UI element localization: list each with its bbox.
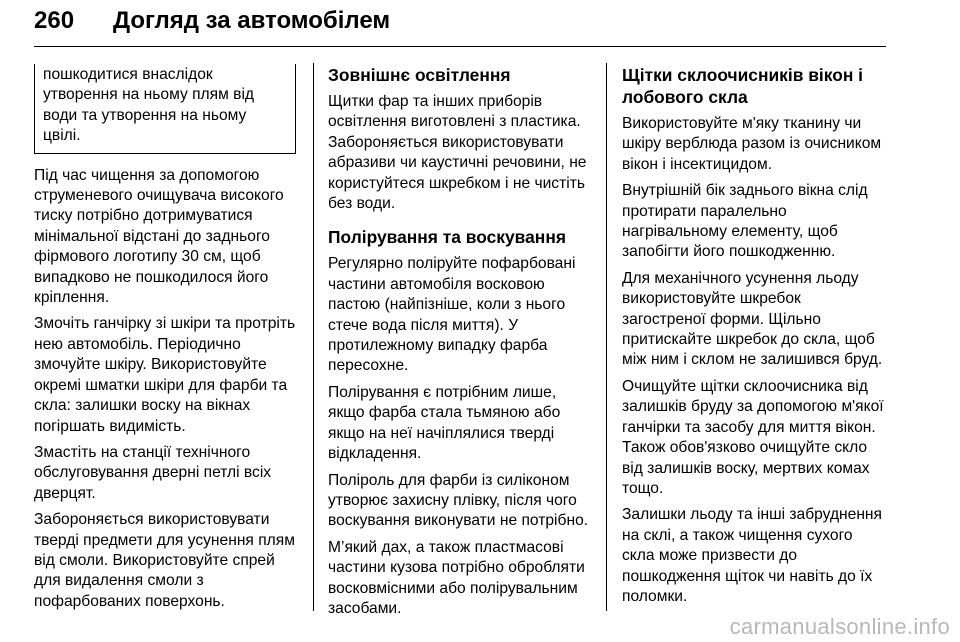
paragraph: Очищуйте щітки склоочисника від залишків бруду за допомогою м'якої ганчірки та засобу для миття вікон. Також обов'язково очищуйте скло від залишків воску, мертвих комах тощо. <box>622 377 884 497</box>
paragraph: Змастіть на станції технічного обслуговування дверні петлі всіх дверцят. <box>34 443 272 502</box>
paragraph: Регулярно поліруйте пофарбовані частини автомобіля восковою пастою (найпізніше, коли з нього стече вода після миття). У протилежному випадку фарба пересохне. <box>328 255 576 375</box>
section-heading-polishing: Полірування та воскування <box>328 227 566 248</box>
section-heading-wipers: Щітки склоочисників вікон і лобового скла <box>622 65 864 107</box>
column-middle <box>328 64 592 625</box>
paragraph: Залишки льоду та інші забруднення на склі, а також чищення сухого скла може призвести до пошкодження щіток чи навіть до їх поломки. <box>622 506 882 605</box>
column-right <box>622 64 888 613</box>
note-line: утворення на ньому плям від <box>43 86 255 104</box>
note-line: пошкодитися внаслідок <box>43 66 213 83</box>
paragraph: Використовуйте м'яку тканину чи шкіру верблюда разом із очисником вікон і інсектицидом. <box>622 115 882 173</box>
paragraph: М’який дах, а також пластмасові частини кузова потрібно обробляти восковмісними або полірувальним засобами. <box>328 538 585 617</box>
paragraph: Змочіть ганчірку зі шкіри та протріть нею автомобіль. Періодично змочуйте шкіру. Використовуйте окремі шматки шкіри для фарби та скла: залишки воску на вікнах погіршать видимість. <box>34 315 296 435</box>
paragraph: Внутрішній бік заднього вікна слід протирати паралельно нагрівальному елементу, щоб запобігти його пошкодженню. <box>622 182 868 261</box>
column-divider-1 <box>313 63 314 611</box>
paragraph: Під час чищення за допомогою струменевого очищувача високого тиску потрібно дотримуватися мінімальної відстані до заднього фірмового логотипу 30 см, щоб випадково не пошкодилося його кріплення. <box>34 166 284 307</box>
paragraph: Забороняється використовувати тверді предмети для усунення плям від смоли. Використовуйте спрей для видалення смоли з пофарбованих поверхонь. <box>34 511 295 610</box>
paragraph: Для механічного усунення льоду використовуйте шкребок загостреної форми. Щільно притискайте шкребок до скла, щоб між ним і склом не залишився бруд. <box>622 269 883 369</box>
note-line: цвілі. <box>43 127 81 145</box>
section-heading-exterior-lighting: Зовнішнє освітлення <box>328 65 511 85</box>
note-line: води та утворення на ньому <box>43 106 247 124</box>
column-divider-2 <box>606 63 607 611</box>
header-rule <box>34 46 886 47</box>
column-left <box>34 64 296 618</box>
paragraph: Полірування є потрібним лише, якщо фарба стала тьмяною або якщо на неї начіплялися тверді відкладення. <box>328 383 561 463</box>
paragraph: Щитки фар та інших приборів освітлення виготовлені з пластика. Забороняється використовувати абразиви чи каустичні речовини, не користуйтеся шкребком і не чистіть без води. <box>328 93 587 213</box>
caution-note-box <box>34 64 296 154</box>
paragraph: Поліроль для фарби із силіконом утворює захисну плівку, після чого воскування виконувати не потрібно. <box>328 471 589 530</box>
page-number: 260 <box>34 7 75 34</box>
watermark: carmanualsonline.info <box>729 614 950 639</box>
page-header-title: Догляд за автомобілем <box>113 7 391 34</box>
